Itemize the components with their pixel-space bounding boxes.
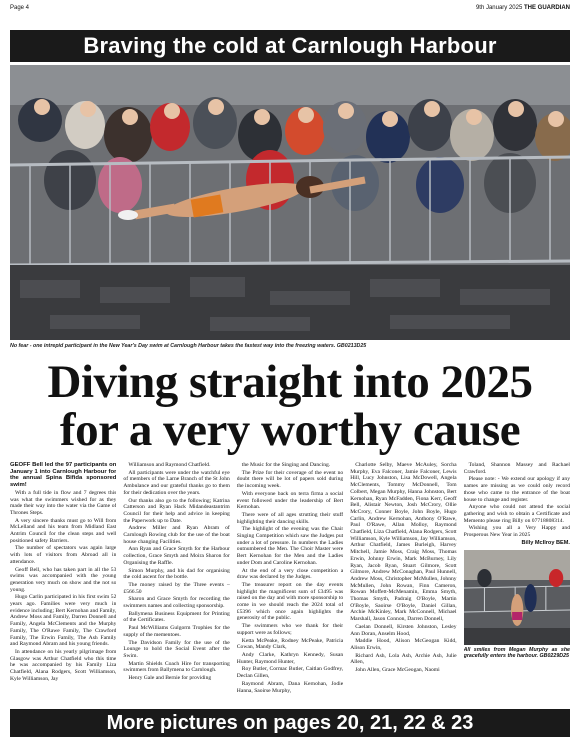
issue-date: 9th January 2025: [475, 5, 523, 11]
article-paragraph: The Prize for their coverage of the event no doubt there will be lot of papers sold during the incoming week.: [236, 469, 344, 490]
article-paragraph: Martin Shields Coach Hire for transporting swimmers from Ballymena to Carnlough.: [123, 660, 230, 674]
article-paragraph: Our thanks also go to the following; Katrina Catterson and Ryan Hack Midandeastantrim Council for their help and advice in keeping the Paperwork up to Date.: [123, 497, 230, 524]
article-paragraph: A very sincere thanks must go to Will from McLelland and his team from Midland East Antrim Council for the clean steps and well positioned safety Barriers.: [10, 517, 117, 544]
article-lead: GEOFF Bell led the 97 participants on January 1 into Carnlough Harbour for the annual Spina Bifida sponsored swim!: [10, 462, 117, 489]
column-5-text: [464, 462, 570, 546]
article-body: [10, 462, 570, 706]
article-paragraph: The money raised by the Three events – £566.50: [123, 581, 230, 595]
article-paragraph: Anyone who could not attend the social gathering and wish to obtain a Certificate and Memento please ring Billy on 07718808314.: [463, 504, 570, 524]
article-paragraph: The swimmers who we thank for their support were as follows;: [236, 623, 344, 636]
article-column-3: [237, 462, 343, 706]
banner-title: Braving the cold at Carnlough Harbour: [10, 30, 570, 62]
article-paragraph: Ann Ryan and Grace Smyth for the Harbour collection, Grace Smyth and Moira Sharon for Organising the Raffle.: [123, 546, 230, 566]
article-paragraph: Wishing you all a Very Happy and Prosperous New Year in 2025: [463, 525, 570, 539]
footer-banner: More pictures on pages 20, 21, 22 & 23: [10, 709, 570, 737]
article-paragraph: In attendance on his yearly pilgrimage from Glasgow was Arthur Chatfield who this time he was accompanied by his Family Liza Chatfield, Alana Rodgers, Scott Williamson, Kyle Williamson, Jay: [10, 648, 117, 682]
inset-photo: [464, 550, 570, 645]
inset-caption: All smiles from Megan Murphy as she gracefully enters the harbour. GB0229D25: [463, 647, 570, 660]
article-paragraph: Caelan Donnell, Kirsten Johnston, Lesley Ann Doran, Anselm Hood,: [350, 623, 457, 637]
headline-line-1: Diving straight into 2025: [47, 356, 533, 408]
article-paragraph: There were of all ages strutting their stuff highlighting their dancing skills.: [236, 511, 344, 525]
article-paragraph: Simon Murphy, and his dad for organising the cold ascent for the bottle.: [123, 567, 230, 581]
article-paragraph: Raymond Abram, Dana Kernohan, Jodie Hanna, Saoirse Murphy,: [236, 680, 344, 694]
article-paragraph: Richard Ash, Lola Ash, Archie Ash, Julie Allen,: [350, 652, 457, 666]
main-photo: [10, 65, 570, 340]
article-paragraph: the Music for the Singing and Dancing.: [241, 462, 331, 468]
swimmer-photo: [464, 550, 570, 645]
article-paragraph: At the end of a very close competition a draw was declared by the Judges.: [236, 567, 344, 581]
photo-caption: No fear - one intrepid participant in the New Year's Day swim at Carnlough Harbour takes the fastest way into the freezing waters. GB0213D25: [10, 343, 367, 349]
page-header: [10, 3, 570, 13]
author-signature: Billy McIlroy BEM.: [521, 539, 570, 546]
article-paragraph: Williamson and Raymond Chatfield.: [128, 462, 211, 468]
article-paragraph: Hugo Carlin participated in his first swim 52 years ago. Families were very much in evidence including; Bert Kernohan and Family, Andrew Moss and Family, Darren Donnell and Family, Angela McClements and the Murphy Family, The O'Rawe Family, The Crawford Family, The Erwin Family, The Ash Family and Raymond Abram and his young friends.: [10, 594, 117, 648]
article-paragraph: The treasurer report on the day events highlight the magnificent sum of £3495 was raised on the day and with more sponsorship to come in we should reach the 2024 total of £5396 which once again highlights the generosity of the public.: [236, 581, 344, 622]
article-paragraph: Ballymena Business Equipment for Printing of the Certificates.: [123, 610, 230, 624]
page-number: Page 4: [10, 5, 30, 11]
article-paragraph: All participants were under the watchful eye of members of the Larne Branch of the St John Ambulance and our grateful thanks go to them for their dedication over the years.: [123, 469, 230, 496]
article-column-4: [350, 462, 456, 706]
article-paragraph: Andrew Miller and Ryan Abram of Carnlough Rowing club for the use of the boat house changing Facilities.: [123, 525, 230, 545]
article-paragraph: The Davidson Family for the use of the Lounge to hold the Social Event after the Swim.: [123, 639, 230, 659]
harbour-crowd-photo: [10, 65, 570, 340]
article-column-1: [10, 462, 116, 706]
article-paragraph: Ketta McPeake, Rodney McPeake, Patricia Cowan, Mandy Clark,: [236, 637, 344, 651]
article-paragraph: With everyone back on terra firma a social event followed under the leadership of Bert Kernohan.: [236, 490, 344, 511]
article-paragraph: With a full tide in flow and 7 degrees this was what the swimmers wished for as they made their way into the water via the Game of Thrones Steps.: [10, 489, 117, 516]
article-column-2: [123, 462, 229, 706]
article-paragraph: Sharon and Grace Smyth for recording the swimmers names and collecting sponsorship.: [123, 596, 230, 610]
article-paragraph: John Allen, Grace McGeogan, Naomi: [355, 667, 440, 674]
article-paragraph: Paul McWilliams Gulgorm Trophies for the supply of the mementoes.: [123, 625, 230, 638]
article-paragraph: Andy Clarke, Kathryn Kennedy, Susan Hunter, Raymond Hunter,: [236, 651, 344, 665]
article-paragraph: Roy Butler, Cormac Butler, Caitlan Godfrey, Declan Gillen,: [236, 666, 344, 680]
article-paragraph: Charlotte Selby, Maeve McAuley, Sorcha Murphy, Eva Falconer, Jamie Falconer, Lewis Hill, Lucy Johnston, Lisa McDowell, Angela McClements, Tommy McDonnell, Tom Colbert, Megan Murphy, Hanna Johnston, Bert Kernohan, Ryan McFadden, Fiona Kerr, Geoff Bell, Alistair Newton, Josh McCrory, Ollie McCrory, Conner Boyle, John Boyle, Hugo Carlin, Andrew Kernohan, Anthony O'Rawe, Paul O'Rawe, Allan Molloy, Raymond Chatfield, Liza Chatfield, Alana Rodgers, Scott Williamson, Kyle Williamson, Jay Williamson, Arthur Chatfield, James Burleigh, Harvey Mitchell, Jamie Moss, Craig Moss, Thomas Erwin, Johnny Erwin, Mark McBurney, Lily Ryan, Jacob Ryan, Stuart Gilmore, Scott Gilmore, Andrew McConaghan, Paul Hunnell, Andrew Moss, Christopher McMullen, Johnny McMullen, John Rowan, Finn Cameron, Rowan Moffett-McMenamin, Emma Smyth, Thomas Smyth, Padraig O'Boyle, Martin O'Boyle, Saoirse O'Boyle, Daniel Gillan, Archie McKinley, Mark McConnell, Michael Marshall, Jason Connon, Darren Donnell,: [350, 462, 457, 623]
publication-name: THE GUARDIAN: [524, 5, 570, 11]
header-right: [476, 5, 570, 11]
article-paragraph: Henry Gale and Bernie for providing: [128, 675, 212, 682]
article-paragraph: The highlight of the evening was the Chair Singing Competition which saw the Judges put under a lot of pressure. In numbers the Ladies outnumbered the Men. The Choir Master were Bert Kernohan for the Men and the Ladies under Dom and Caroline Kernohan.: [236, 526, 344, 566]
headline: [10, 358, 570, 454]
article-column-5: [464, 462, 570, 706]
article-paragraph: Please note: - We extend our apology if any names are missing as we could only record those who came to the entrance of the boat house to change and register.: [463, 476, 570, 503]
article-paragraph: Toland, Shannon Massey and Rachael Crawford.: [463, 462, 570, 475]
article-paragraph: The number of spectators was again large with lots of visitors from Abroad all in attendance.: [10, 545, 117, 565]
headline-line-2: for a very worthy cause: [59, 404, 521, 456]
article-paragraph: Geoff Bell, who has taken part in all the 53 swims was accompanied with the young generation very much on show and the not so young.: [10, 566, 117, 593]
article-paragraph: Maddie Hood, Alison McGeogan Kidd, Alison Erwin,: [350, 638, 457, 651]
